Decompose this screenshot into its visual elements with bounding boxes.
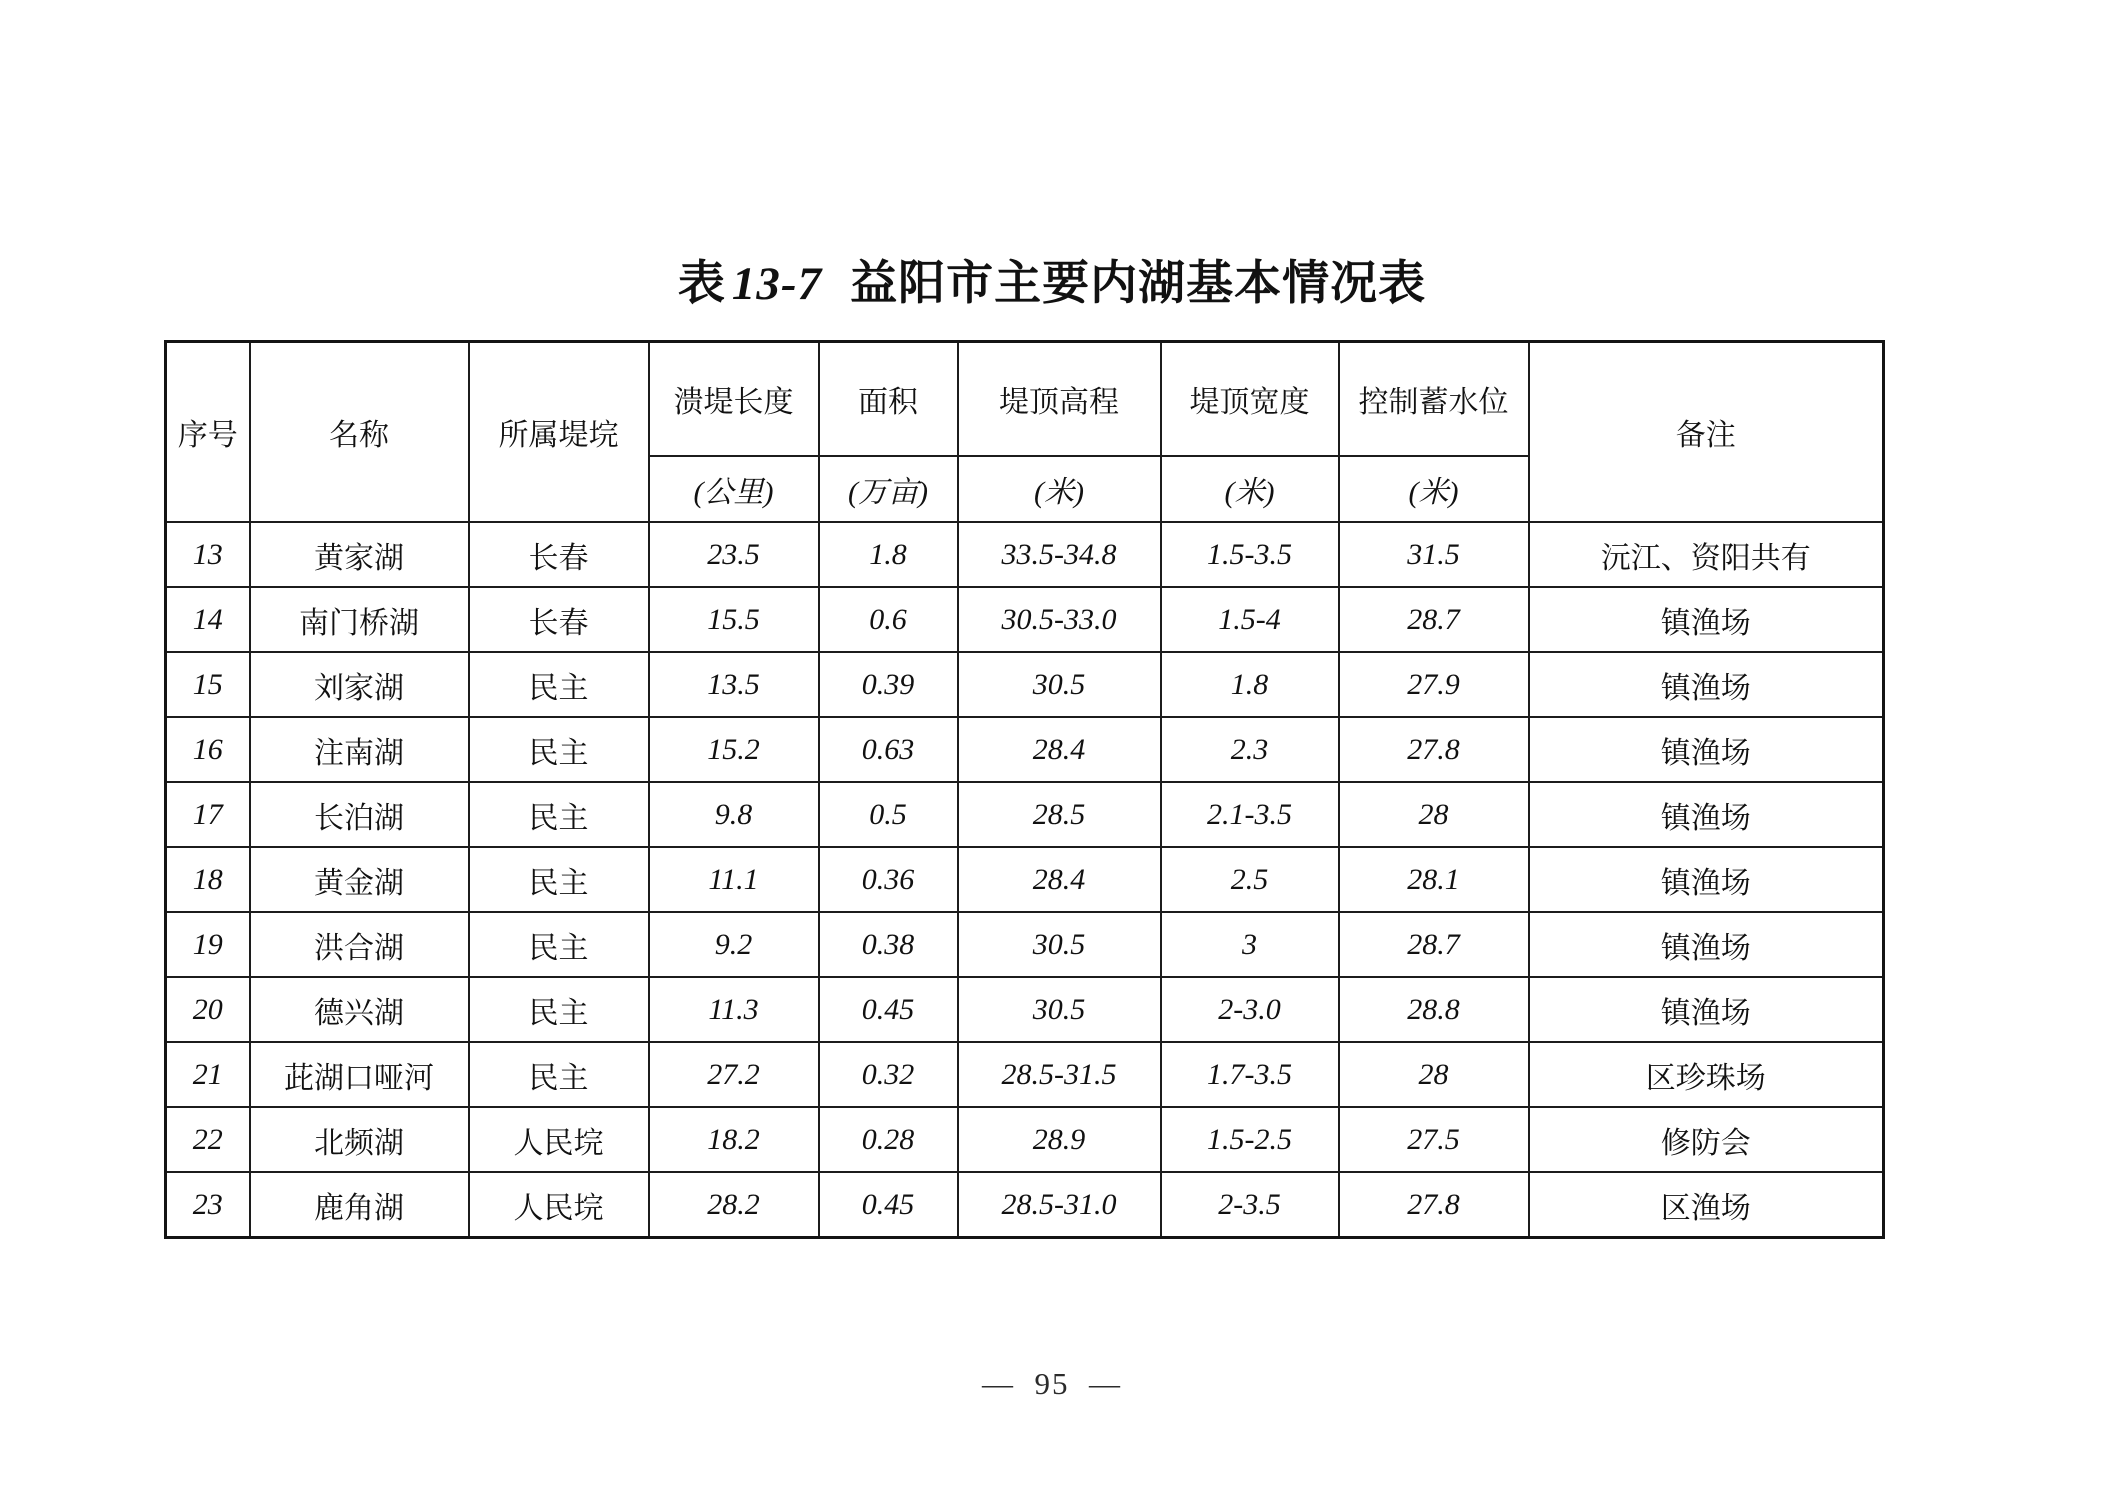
title-table-label: 表: [677, 258, 726, 310]
table-row: [166, 652, 1884, 717]
cell-area: 0.28: [819, 1107, 958, 1172]
cell-no: 22: [166, 1107, 250, 1172]
cell-remark: 修防会: [1529, 1107, 1884, 1172]
cell-no: 13: [166, 522, 250, 587]
lakes-table: [164, 340, 1885, 1239]
cell-ctrl-level: 27.5: [1339, 1107, 1529, 1172]
cell-breach-km: 13.5: [649, 652, 819, 717]
cell-crest-width: 2.3: [1161, 717, 1339, 782]
cell-no: 23: [166, 1172, 250, 1238]
cell-crest-elev: 28.5-31.5: [958, 1042, 1161, 1107]
cell-area: 0.45: [819, 1172, 958, 1238]
cell-dike: 民主: [469, 652, 649, 717]
cell-ctrl-level: 27.8: [1339, 717, 1529, 782]
cell-breach-km: 15.2: [649, 717, 819, 782]
cell-crest-elev: 28.5-31.0: [958, 1172, 1161, 1238]
cell-crest-width: 2-3.0: [1161, 977, 1339, 1042]
cell-name: 茈湖口哑河: [250, 1042, 469, 1107]
cell-area: 0.63: [819, 717, 958, 782]
col-header-remark: 备注: [1529, 342, 1884, 523]
cell-crest-width: 3: [1161, 912, 1339, 977]
table-body: [166, 522, 1884, 1238]
cell-crest-elev: 30.5: [958, 977, 1161, 1042]
cell-dike: 民主: [469, 782, 649, 847]
cell-area: 1.8: [819, 522, 958, 587]
col-unit-breach-length: (公里): [649, 456, 819, 522]
cell-ctrl-level: 31.5: [1339, 522, 1529, 587]
col-unit-crest-width: (米): [1161, 456, 1339, 522]
table-row: [166, 522, 1884, 587]
cell-breach-km: 9.8: [649, 782, 819, 847]
cell-dike: 民主: [469, 912, 649, 977]
cell-crest-width: 1.7-3.5: [1161, 1042, 1339, 1107]
cell-breach-km: 11.3: [649, 977, 819, 1042]
cell-crest-width: 1.5-2.5: [1161, 1107, 1339, 1172]
table-header: [166, 342, 1884, 523]
cell-breach-km: 23.5: [649, 522, 819, 587]
cell-remark: 镇渔场: [1529, 652, 1884, 717]
table-row: [166, 587, 1884, 652]
cell-crest-width: 1.8: [1161, 652, 1339, 717]
page-title: [0, 246, 2104, 313]
cell-remark: 镇渔场: [1529, 847, 1884, 912]
cell-no: 15: [166, 652, 250, 717]
cell-dike: 人民垸: [469, 1172, 649, 1238]
cell-dike: 民主: [469, 977, 649, 1042]
cell-area: 0.45: [819, 977, 958, 1042]
cell-no: 16: [166, 717, 250, 782]
cell-name: 黄家湖: [250, 522, 469, 587]
cell-breach-km: 28.2: [649, 1172, 819, 1238]
cell-name: 洪合湖: [250, 912, 469, 977]
col-header-crest-elevation: 堤顶高程: [958, 342, 1161, 457]
cell-crest-elev: 28.4: [958, 847, 1161, 912]
cell-ctrl-level: 28.8: [1339, 977, 1529, 1042]
cell-crest-elev: 28.5: [958, 782, 1161, 847]
col-header-area: 面积: [819, 342, 958, 457]
cell-no: 21: [166, 1042, 250, 1107]
cell-area: 0.39: [819, 652, 958, 717]
title-table-text: 益阳市主要内湖基本情况表: [850, 258, 1427, 310]
cell-name: 鹿角湖: [250, 1172, 469, 1238]
cell-crest-elev: 28.4: [958, 717, 1161, 782]
cell-crest-width: 1.5-3.5: [1161, 522, 1339, 587]
cell-remark: 镇渔场: [1529, 587, 1884, 652]
cell-dike: 长春: [469, 587, 649, 652]
col-unit-area: (万亩): [819, 456, 958, 522]
cell-dike: 长春: [469, 522, 649, 587]
col-header-crest-width: 堤顶宽度: [1161, 342, 1339, 457]
cell-crest-elev: 30.5: [958, 912, 1161, 977]
cell-remark: 镇渔场: [1529, 912, 1884, 977]
cell-no: 14: [166, 587, 250, 652]
cell-crest-width: 2.1-3.5: [1161, 782, 1339, 847]
table-row: [166, 912, 1884, 977]
cell-breach-km: 27.2: [649, 1042, 819, 1107]
cell-ctrl-level: 27.8: [1339, 1172, 1529, 1238]
cell-remark: 镇渔场: [1529, 782, 1884, 847]
col-header-control-level: 控制蓄水位: [1339, 342, 1529, 457]
cell-area: 0.6: [819, 587, 958, 652]
cell-breach-km: 11.1: [649, 847, 819, 912]
cell-remark: 镇渔场: [1529, 977, 1884, 1042]
col-header-no: 序号: [166, 342, 250, 523]
cell-dike: 人民垸: [469, 1107, 649, 1172]
col-unit-control-level: (米): [1339, 456, 1529, 522]
table-row: [166, 717, 1884, 782]
title-table-number: 13-7: [731, 258, 823, 310]
cell-no: 20: [166, 977, 250, 1042]
lakes-table-container: [164, 340, 1885, 1239]
cell-remark: 区渔场: [1529, 1172, 1884, 1238]
page-number: — 95 —: [982, 1366, 1122, 1401]
cell-breach-km: 9.2: [649, 912, 819, 977]
cell-breach-km: 15.5: [649, 587, 819, 652]
col-header-name: 名称: [250, 342, 469, 523]
cell-remark: 镇渔场: [1529, 717, 1884, 782]
table-row: [166, 782, 1884, 847]
cell-ctrl-level: 28: [1339, 1042, 1529, 1107]
cell-name: 黄金湖: [250, 847, 469, 912]
cell-ctrl-level: 28: [1339, 782, 1529, 847]
cell-ctrl-level: 27.9: [1339, 652, 1529, 717]
cell-crest-elev: 30.5-33.0: [958, 587, 1161, 652]
col-header-dike: 所属堤垸: [469, 342, 649, 523]
table-row: [166, 1042, 1884, 1107]
cell-breach-km: 18.2: [649, 1107, 819, 1172]
cell-crest-elev: 33.5-34.8: [958, 522, 1161, 587]
col-unit-crest-elevation: (米): [958, 456, 1161, 522]
cell-crest-width: 2-3.5: [1161, 1172, 1339, 1238]
cell-crest-width: 1.5-4: [1161, 587, 1339, 652]
cell-ctrl-level: 28.7: [1339, 912, 1529, 977]
cell-area: 0.5: [819, 782, 958, 847]
cell-area: 0.36: [819, 847, 958, 912]
cell-name: 南门桥湖: [250, 587, 469, 652]
cell-name: 长泊湖: [250, 782, 469, 847]
cell-remark: 区珍珠场: [1529, 1042, 1884, 1107]
cell-dike: 民主: [469, 717, 649, 782]
table-row: [166, 1172, 1884, 1238]
cell-dike: 民主: [469, 1042, 649, 1107]
table-row: [166, 977, 1884, 1042]
col-header-breach-length: 溃堤长度: [649, 342, 819, 457]
cell-name: 刘家湖: [250, 652, 469, 717]
cell-no: 17: [166, 782, 250, 847]
cell-no: 18: [166, 847, 250, 912]
cell-name: 德兴湖: [250, 977, 469, 1042]
table-row: [166, 1107, 1884, 1172]
cell-no: 19: [166, 912, 250, 977]
cell-dike: 民主: [469, 847, 649, 912]
cell-crest-elev: 30.5: [958, 652, 1161, 717]
cell-area: 0.38: [819, 912, 958, 977]
cell-crest-width: 2.5: [1161, 847, 1339, 912]
cell-name: 注南湖: [250, 717, 469, 782]
cell-ctrl-level: 28.7: [1339, 587, 1529, 652]
table-row: [166, 847, 1884, 912]
cell-name: 北频湖: [250, 1107, 469, 1172]
cell-remark: 沅江、资阳共有: [1529, 522, 1884, 587]
cell-crest-elev: 28.9: [958, 1107, 1161, 1172]
cell-ctrl-level: 28.1: [1339, 847, 1529, 912]
cell-area: 0.32: [819, 1042, 958, 1107]
